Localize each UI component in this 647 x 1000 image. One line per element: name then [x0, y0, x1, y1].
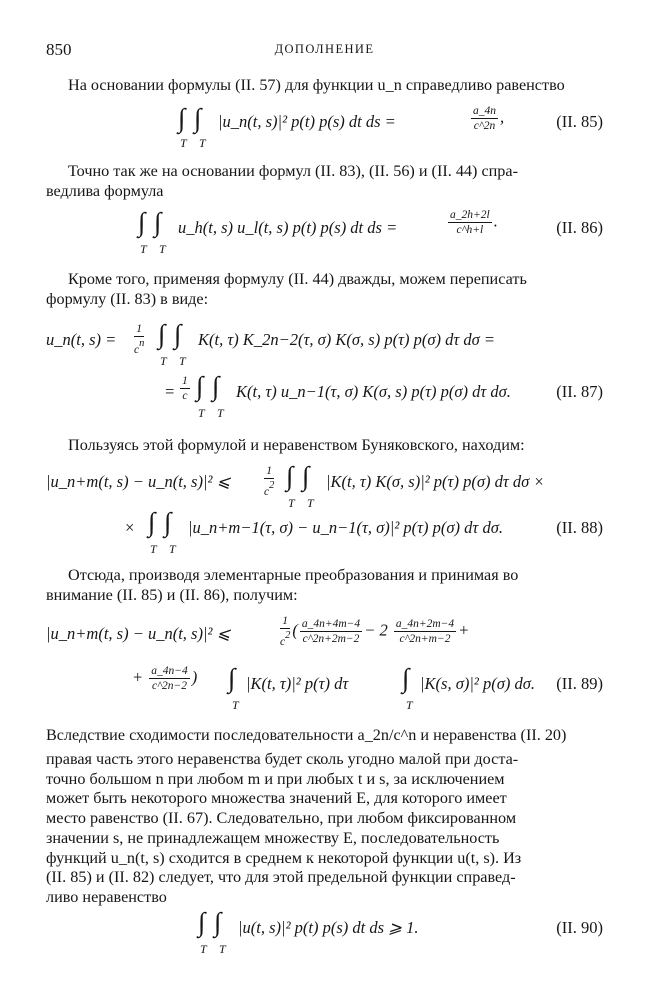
equation-II-86: ∫ ∫ T T u_h(t, s) u_l(t, s) p(t) p(s) dt ds = $\frac{a\_2h+2l}{c\^{}h+l}$ . (II. 86) [138, 207, 603, 256]
equation-number: (II. 85) [556, 112, 603, 131]
equation-II-90: ∫ ∫ T T |u(t, s)|² p(t) p(s) dt ds ⩾ 1. (II. 90) [198, 907, 603, 956]
equation-body: u_h(t, s) u_l(t, s) p(t) p(s) dt ds = [178, 218, 398, 237]
running-head: ДОПОЛНЕНИЕ [274, 42, 375, 56]
equation-II-85: ∫ ∫ T T |u_n(t, s)|² p(t) p(s) dt ds = $\frac{a\_4n}{c\^{}2n}$ , (II. 85) [178, 103, 603, 150]
equation-number: (II. 89) [556, 674, 603, 693]
paragraph-6: Вследствие сходимости последовательности a_2n/c^n и неравенства (II. 20) правая часть этого неравенства будет сколь угодно малой при доста- точно большом n при любом m и при любых t и s, за исключением может быть некоторого множества значений E, для которого имеет место равенство (II. 67). Следовательно, при любом фиксированном значении s, не принадлежащем множеству E, последовательность функций u_n(t, s) сходится в среднем к некоторой функции u(t, s). Из (II. 85) и (II. 82) следует, что для этой предельной функции справед- ливо неравенство [46, 726, 567, 907]
equation-II-89-line-2: + $\frac{a\_4n-4}{c\^{}2n-2}$ ) ∫ T |K(t, τ)|² p(τ) dτ ∫ T |K(s, σ)|² p(σ) dσ. (II. 89) [132, 663, 603, 712]
equation-II-88-line-2: × ∫ ∫ T T |u_n+m−1(τ, σ) − u_n−1(τ, σ)|² p(τ) p(σ) dτ dσ. (II. 88) [124, 507, 603, 556]
equation-II-89-line-1: |u_n+m(t, s) − u_n(t, s)|² ⩽ $\frac{1}{c2}$ ( $\frac{a\_4n+4m-4}{c\^{}2n+2m-2}$ − 2 $\frac{a\_4n+2m-4}{c\^{}2n+m-2}$ + [46, 615, 470, 649]
paragraph-4: Пользуясь этой формулой и неравенством Буняковского, находим: [68, 436, 525, 454]
page-number: 850 [46, 40, 72, 59]
equation-body: |u(t, s)|² p(t) p(s) dt ds ⩾ 1. [238, 918, 419, 937]
paragraph-3: Кроме того, применяя формулу (II. 44) дважды, можем переписать формулу (II. 83) в виде: [46, 270, 527, 308]
equation-II-88-line-1: |u_n+m(t, s) − u_n(t, s)|² ⩽ $\frac{1}{c2}$ ∫ ∫ T T |K(t, τ) K(σ, s)|² p(τ) p(σ) dτ dσ × [46, 461, 545, 510]
equation-number: (II. 88) [556, 518, 603, 537]
equation-number: (II. 90) [556, 918, 603, 937]
paragraph-1: На основании формулы (II. 57) для функции u_n справедливо равенство [68, 76, 565, 94]
equation-II-87-line-1: u_n(t, s) = $\frac{1}{cn}$ ∫ ∫ T T K(t, τ) K_2n−2(τ, σ) K(σ, s) p(τ) p(σ) dτ dσ = [46, 319, 496, 368]
paragraph-5: Отсюда, производя элементарные преобразования и принимая во внимание (II. 85) и (II. 86), получим: [46, 566, 519, 604]
page-header [46, 40, 603, 62]
equation-number: (II. 86) [556, 218, 603, 237]
equation-number: (II. 87) [556, 382, 603, 401]
equation-II-87-line-2: = $\frac{1}{c}$ ∫ ∫ T T K(t, τ) u_n−1(τ, σ) K(σ, s) p(τ) p(σ) dτ dσ. (II. 87) [164, 371, 603, 420]
paragraph-2: Точно так же на основании формул (II. 83), (II. 56) и (II. 44) спра- ведлива формула [46, 162, 518, 200]
equation-body: |u_n(t, s)|² p(t) p(s) dt ds = [218, 112, 396, 131]
